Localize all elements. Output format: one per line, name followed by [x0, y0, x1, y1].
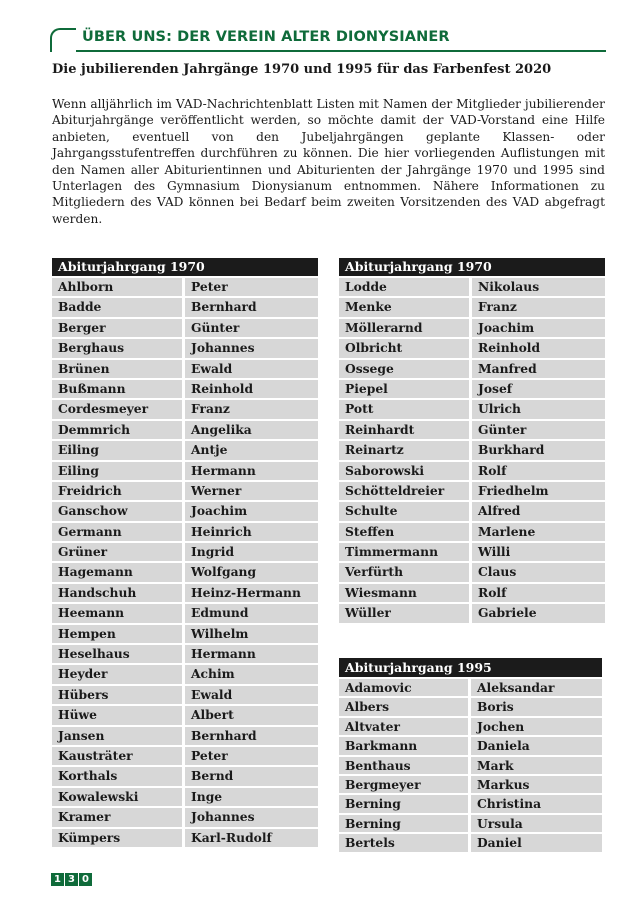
table-row [339, 755, 602, 774]
table-row [52, 643, 318, 663]
firstname-cell: Antje [185, 441, 318, 459]
surname-cell: Bergmeyer [339, 776, 468, 793]
surname-cell: Handschuh [52, 584, 182, 602]
surname-cell: Wiesmann [339, 584, 469, 602]
table-row [52, 704, 318, 724]
surname-cell: Jansen [52, 727, 182, 745]
table-row [339, 419, 605, 439]
surname-cell: Bußmann [52, 380, 182, 398]
section-title: ÜBER UNS: DER VEREIN ALTER DIONYSIANER [82, 29, 450, 45]
firstname-cell: Ewald [185, 686, 318, 704]
firstname-cell: Hermann [185, 645, 318, 663]
firstname-cell: Wilhelm [185, 625, 318, 643]
table-heading: Abiturjahrgang 1970 [339, 258, 605, 276]
surname-cell: Altvater [339, 718, 468, 735]
surname-cell: Kramer [52, 808, 182, 826]
firstname-cell: Friedhelm [472, 482, 605, 500]
surname-cell: Piepel [339, 380, 469, 398]
firstname-cell: Günter [185, 319, 318, 337]
table-row [339, 793, 602, 812]
table-row [52, 521, 318, 541]
table-row [52, 561, 318, 581]
firstname-cell: Gabriele [472, 604, 605, 622]
table-row [52, 276, 318, 296]
firstname-cell: Jochen [471, 718, 602, 735]
firstname-cell: Bernhard [185, 298, 318, 316]
firstname-cell: Reinhold [185, 380, 318, 398]
table-row [52, 827, 318, 847]
surname-cell: Cordesmeyer [52, 400, 182, 418]
table-row [52, 317, 318, 337]
firstname-cell: Manfred [472, 360, 605, 378]
surname-cell: Ganschow [52, 502, 182, 520]
surname-cell: Bertels [339, 834, 468, 851]
firstname-cell: Markus [471, 776, 602, 793]
surname-cell: Olbricht [339, 339, 469, 357]
table-row [339, 774, 602, 793]
firstname-cell: Albert [185, 706, 318, 724]
firstname-cell: Rolf [472, 584, 605, 602]
surname-cell: Reinartz [339, 441, 469, 459]
surname-cell: Hempen [52, 625, 182, 643]
table-row [52, 480, 318, 500]
table-row [339, 541, 605, 561]
table-row [52, 602, 318, 622]
table-row [52, 623, 318, 643]
surname-cell: Hagemann [52, 563, 182, 581]
table-row [52, 358, 318, 378]
table-row [52, 786, 318, 806]
surname-cell: Lodde [339, 278, 469, 296]
firstname-cell: Peter [185, 278, 318, 296]
firstname-cell: Karl-Rudolf [185, 829, 318, 847]
firstname-cell: Edmund [185, 604, 318, 622]
firstname-cell: Nikolaus [472, 278, 605, 296]
firstname-cell: Günter [472, 421, 605, 439]
table-row [339, 832, 602, 851]
surname-cell: Germann [52, 523, 182, 541]
surname-cell: Ossege [339, 360, 469, 378]
firstname-cell: Franz [185, 400, 318, 418]
table-row [52, 725, 318, 745]
firstname-cell: Inge [185, 788, 318, 806]
firstname-cell: Ewald [185, 360, 318, 378]
surname-cell: Demmrich [52, 421, 182, 439]
surname-cell: Berghaus [52, 339, 182, 357]
firstname-cell: Franz [472, 298, 605, 316]
page-number [51, 873, 93, 886]
table-row [52, 541, 318, 561]
table-abitur-1970-part2 [339, 258, 605, 623]
surname-cell: Verfürth [339, 563, 469, 581]
firstname-cell: Boris [471, 698, 602, 715]
firstname-cell: Rolf [472, 462, 605, 480]
page-number-digit: 3 [65, 873, 78, 886]
firstname-cell: Wolfgang [185, 563, 318, 581]
firstname-cell: Joachim [185, 502, 318, 520]
table-row [52, 765, 318, 785]
surname-cell: Benthaus [339, 757, 468, 774]
page-number-digit: 1 [51, 873, 64, 886]
table-row [339, 276, 605, 296]
table-row [52, 806, 318, 826]
table-row [52, 337, 318, 357]
surname-cell: Berning [339, 795, 468, 812]
firstname-cell: Heinz-Hermann [185, 584, 318, 602]
firstname-cell: Daniel [471, 834, 602, 851]
surname-cell: Schötteldreier [339, 482, 469, 500]
surname-cell: Heemann [52, 604, 182, 622]
table-row [339, 561, 605, 581]
table-row [52, 663, 318, 683]
firstname-cell: Ulrich [472, 400, 605, 418]
table-row [339, 337, 605, 357]
surname-cell: Hüwe [52, 706, 182, 724]
table-row [52, 398, 318, 418]
table-row [339, 716, 602, 735]
table-row [339, 398, 605, 418]
table-row [339, 439, 605, 459]
surname-cell: Wüller [339, 604, 469, 622]
page-number-digit: 0 [79, 873, 92, 886]
surname-cell: Albers [339, 698, 468, 715]
firstname-cell: Angelika [185, 421, 318, 439]
firstname-cell: Bernd [185, 767, 318, 785]
surname-cell: Adamovic [339, 679, 468, 696]
firstname-cell: Reinhold [472, 339, 605, 357]
table-abitur-1970-part1 [52, 258, 318, 847]
firstname-cell: Joachim [472, 319, 605, 337]
table-row [339, 317, 605, 337]
table-row [339, 582, 605, 602]
table-row [339, 500, 605, 520]
firstname-cell: Ingrid [185, 543, 318, 561]
header-bracket [50, 28, 76, 52]
table-row [52, 684, 318, 704]
table-row [52, 500, 318, 520]
firstname-cell: Achim [185, 665, 318, 683]
firstname-cell: Ursula [471, 815, 602, 832]
firstname-cell: Daniela [471, 737, 602, 754]
surname-cell: Freidrich [52, 482, 182, 500]
table-row [52, 745, 318, 765]
firstname-cell: Alfred [472, 502, 605, 520]
surname-cell: Eiling [52, 441, 182, 459]
table-row [52, 582, 318, 602]
firstname-cell: Claus [472, 563, 605, 581]
surname-cell: Menke [339, 298, 469, 316]
firstname-cell: Willi [472, 543, 605, 561]
surname-cell: Heselhaus [52, 645, 182, 663]
article-title: Die jubilierenden Jahrgänge 1970 und 1995 für das Farbenfest 2020 [52, 62, 552, 77]
surname-cell: Barkmann [339, 737, 468, 754]
table-row [52, 378, 318, 398]
table-heading: Abiturjahrgang 1995 [339, 658, 602, 677]
surname-cell: Steffen [339, 523, 469, 541]
firstname-cell: Bernhard [185, 727, 318, 745]
surname-cell: Möllerarnd [339, 319, 469, 337]
surname-cell: Brünen [52, 360, 182, 378]
table-row [52, 296, 318, 316]
table-row [339, 813, 602, 832]
surname-cell: Berning [339, 815, 468, 832]
table-row [339, 358, 605, 378]
surname-cell: Schulte [339, 502, 469, 520]
surname-cell: Berger [52, 319, 182, 337]
firstname-cell: Johannes [185, 808, 318, 826]
surname-cell: Heyder [52, 665, 182, 683]
table-row [339, 460, 605, 480]
firstname-cell: Burkhard [472, 441, 605, 459]
surname-cell: Kümpers [52, 829, 182, 847]
table-abitur-1995 [339, 658, 602, 852]
surname-cell: Kowalewski [52, 788, 182, 806]
surname-cell: Ahlborn [52, 278, 182, 296]
table-row [339, 296, 605, 316]
table-row [339, 735, 602, 754]
surname-cell: Saborowski [339, 462, 469, 480]
surname-cell: Pott [339, 400, 469, 418]
section-header [50, 28, 606, 54]
firstname-cell: Heinrich [185, 523, 318, 541]
table-row [339, 602, 605, 622]
firstname-cell: Johannes [185, 339, 318, 357]
surname-cell: Grüner [52, 543, 182, 561]
surname-cell: Reinhardt [339, 421, 469, 439]
header-rule [76, 50, 606, 52]
table-row [339, 696, 602, 715]
surname-cell: Timmermann [339, 543, 469, 561]
surname-cell: Eiling [52, 462, 182, 480]
table-row [339, 480, 605, 500]
intro-paragraph: Wenn alljährlich im VAD-Nachrichtenblatt Listen mit Namen der Mitglieder jubilierender Abiturjahrgänge veröffentlicht werden, so möchte damit der VAD-Vorstand eine Hilfe anbieten, eventuell von den Jubeljahrgängen geplante Klassen- oder Jahrgangsstufentreffen durchführen zu können. Die hier vorliegenden Auflistungen mit den Namen aller Abiturientinnen und Abiturienten der Jahrgänge 1970 und 1995 sind Unterlagen des Gymnasium Dionysianum entnommen. Nähere Informationen zu Mitgliedern des VAD können bei Bedarf beim zweiten Vorsitzenden des VAD abgefragt werden. [52, 97, 605, 226]
table-row [339, 677, 602, 696]
table-row [339, 378, 605, 398]
firstname-cell: Marlene [472, 523, 605, 541]
surname-cell: Hübers [52, 686, 182, 704]
table-row [339, 521, 605, 541]
table-row [52, 419, 318, 439]
surname-cell: Badde [52, 298, 182, 316]
firstname-cell: Werner [185, 482, 318, 500]
firstname-cell: Aleksandar [471, 679, 602, 696]
firstname-cell: Josef [472, 380, 605, 398]
firstname-cell: Hermann [185, 462, 318, 480]
firstname-cell: Mark [471, 757, 602, 774]
firstname-cell: Peter [185, 747, 318, 765]
surname-cell: Korthals [52, 767, 182, 785]
table-heading: Abiturjahrgang 1970 [52, 258, 318, 276]
firstname-cell: Christina [471, 795, 602, 812]
table-row [52, 439, 318, 459]
table-row [52, 460, 318, 480]
surname-cell: Kausträter [52, 747, 182, 765]
